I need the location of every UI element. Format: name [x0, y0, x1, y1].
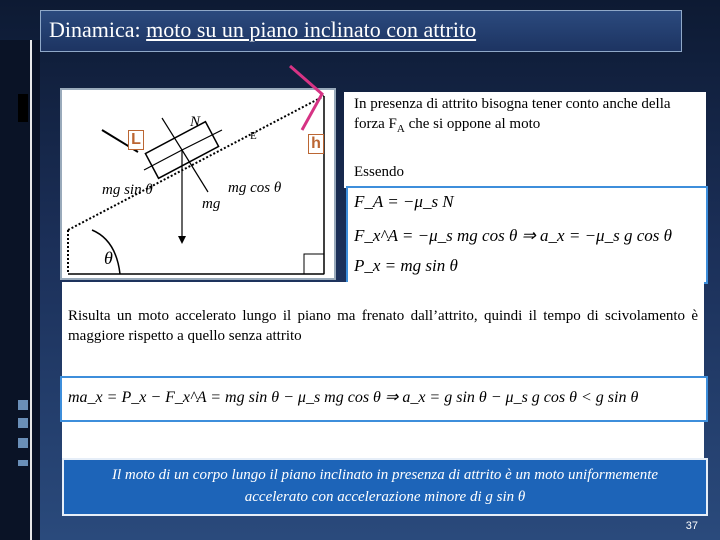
- intro-end: che si oppone al moto: [404, 116, 541, 132]
- label-mg-sin: mg sin θ: [102, 182, 153, 198]
- page-number: 37: [685, 520, 698, 532]
- formula-box: [346, 186, 708, 284]
- page-title: [49, 17, 476, 43]
- formula-1: F_A = −μ_s N: [354, 192, 454, 211]
- title-prefix: Dinamica:: [49, 17, 147, 42]
- intro-text: [354, 94, 700, 139]
- left-strip: [0, 40, 40, 540]
- label-theta: θ: [104, 248, 113, 268]
- divider-line: [30, 40, 32, 540]
- decor-square: [18, 418, 28, 428]
- decor-square: [18, 438, 28, 448]
- formula-4: ma_x = P_x − F_x^A = mg sin θ − μ_s mg cos θ ⇒ a_x = g sin θ − μ_s g cos θ < g sin θ: [68, 389, 639, 406]
- result-text: Risulta un moto accelerato lungo il piano ma frenato dall’attrito, quindi il tempo di scivolamento è maggiore rispetto a quello senza attrito: [68, 308, 698, 344]
- title-underlined: moto su un piano inclinato con attrito: [146, 17, 477, 42]
- formula-2: F_x^A = −μ_s mg cos θ ⇒ a_x = −μ_s g cos θ: [354, 226, 672, 245]
- intro-sub: A: [396, 123, 405, 135]
- decor-square: [18, 94, 28, 122]
- intro-box: [344, 92, 706, 188]
- title-bar: [40, 10, 682, 52]
- label-L: L: [128, 130, 144, 150]
- essendo-label: Essendo: [354, 164, 404, 180]
- formula-main-box: [60, 376, 708, 422]
- conclusion-text: Il moto di un corpo lungo il piano inclinato in presenza di attrito è un moto uniformemente accelerato con accelerazione minore di g sin θ: [111, 467, 659, 505]
- label-E: E: [250, 130, 257, 142]
- label-h: h: [308, 134, 324, 154]
- pointer-arrow: [282, 56, 332, 136]
- intro-main: In presenza di attrito bisogna tener conto anche della forza F: [354, 96, 671, 132]
- label-mg: mg: [202, 196, 221, 212]
- decor-square: [18, 460, 28, 466]
- label-mg-cos: mg cos θ: [228, 180, 282, 196]
- formula-3: P_x = mg sin θ: [354, 256, 458, 275]
- decor-square: [18, 400, 28, 410]
- result-box: [62, 282, 704, 458]
- label-N: N: [190, 114, 201, 130]
- conclusion-box: [62, 458, 708, 516]
